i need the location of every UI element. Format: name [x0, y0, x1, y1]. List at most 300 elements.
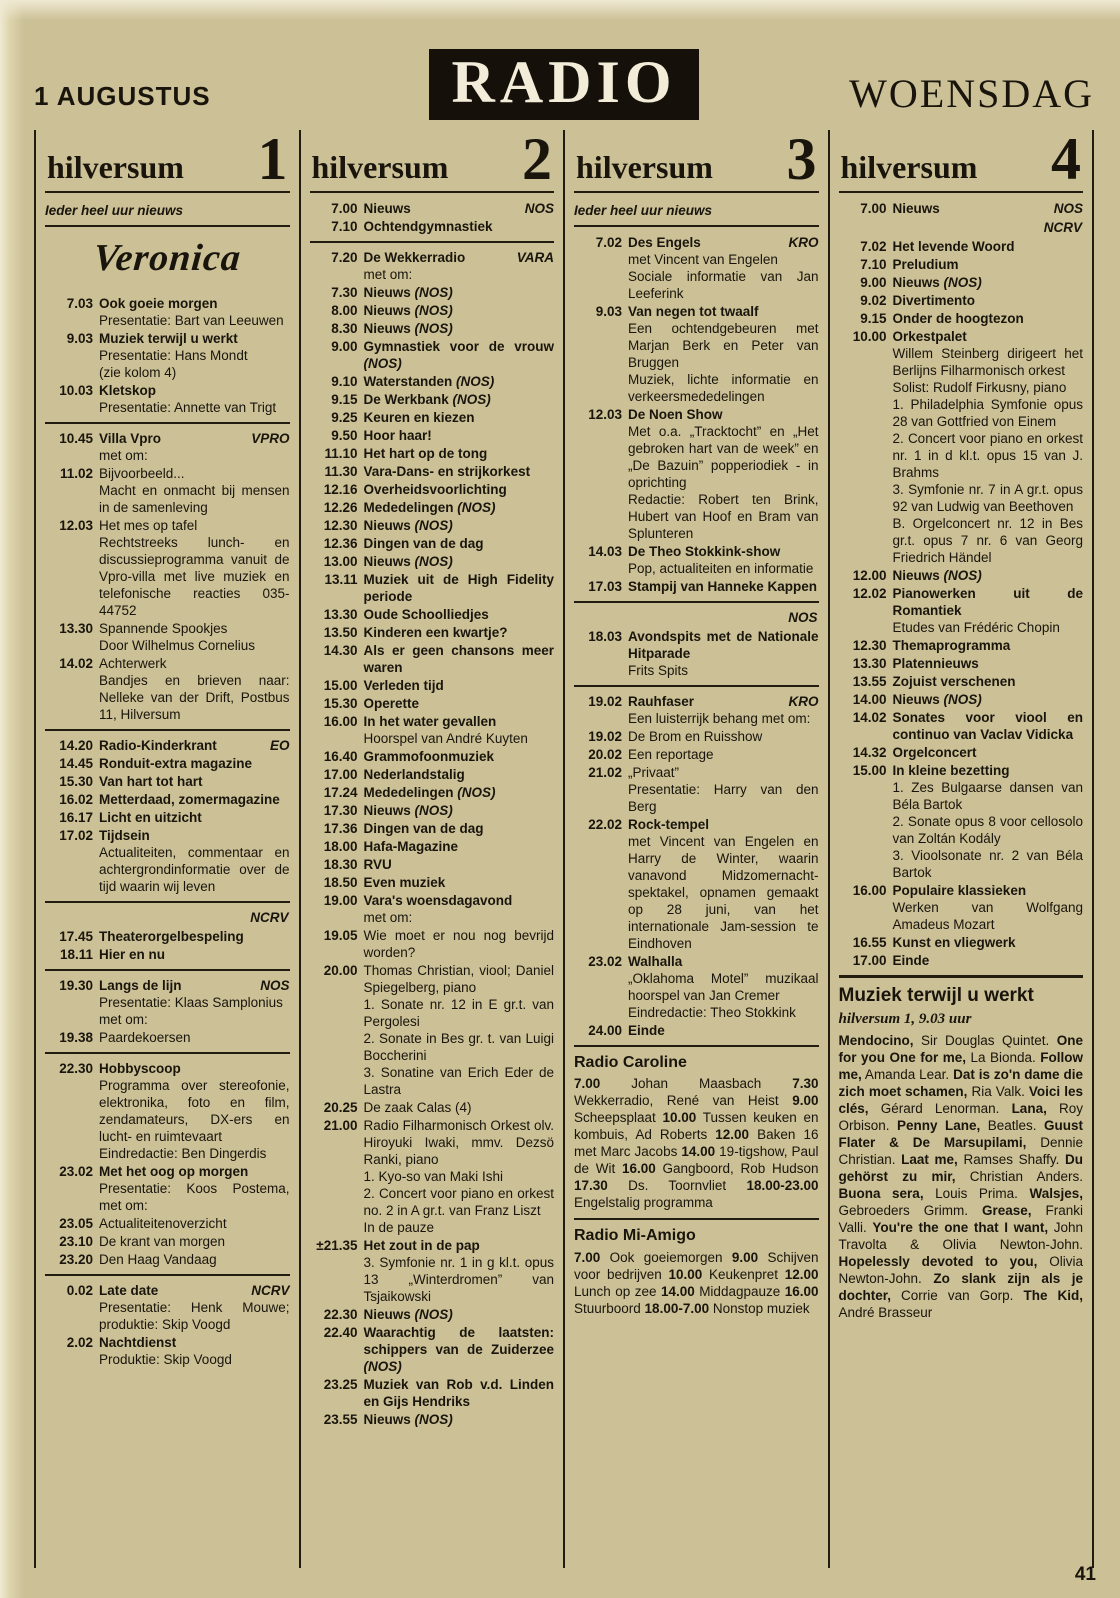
entry-title: Bijvoorbeeld... [99, 466, 185, 482]
entry-body [628, 578, 819, 595]
entry-time: 22.30 [59, 1061, 93, 1077]
entry-title-line [893, 637, 1084, 654]
program-entry [45, 755, 290, 772]
bold-run: Dat is zo'n dame die zich moet schamen, [838, 1067, 1083, 1100]
entry-title: RVU [363, 857, 392, 873]
section-divider [45, 969, 290, 971]
entry-body [893, 882, 1084, 933]
entry-time: 15.30 [323, 696, 358, 712]
entry-time: 23.25 [323, 1377, 358, 1393]
program-columns [34, 130, 1094, 1568]
entry-time: 16.00 [852, 883, 887, 899]
entry-detail: 1. Philadelphia Symfonie opus 28 van Gottfried von Einem [892, 397, 1083, 430]
bold-run: The Kid, [1023, 1288, 1084, 1304]
entry-detail: 2. Concert voor piano en orkest no. 2 in A gr.t. van Franz Liszt [363, 1186, 554, 1219]
entry-time: 21.02 [588, 765, 622, 781]
entry-title: Theaterorgelbespeling [99, 929, 244, 945]
entry-detail: Redactie: Robert ten Brink, Hubert van Hoof en Bram van Splunteren [628, 492, 819, 542]
entry-network-tag: NOS [1053, 201, 1083, 217]
entry-title-line [628, 543, 819, 560]
program-entry [310, 856, 555, 873]
entry-title-suffix: (NOS) [452, 374, 495, 390]
text-run: Ria Valk. [967, 1084, 1029, 1100]
entry-title: Licht en uitzicht [99, 810, 202, 826]
program-entry [839, 292, 1084, 309]
bold-run: You're the one that I want, [872, 1220, 1049, 1236]
entry-detail: 1. Kyo-so van Maki Ishi [363, 1169, 504, 1185]
program-entry [310, 1117, 555, 1236]
entry-title-suffix: (NOS) [410, 303, 453, 319]
entry-title-suffix: (NOS) [410, 554, 453, 570]
program-entry [574, 746, 819, 763]
text-run: Nonstop muziek [709, 1300, 810, 1316]
section-divider [574, 1218, 819, 1220]
program-entry [45, 1215, 290, 1232]
entry-title-line [364, 200, 555, 217]
entry-detail: 2. Sonate in Bes gr. t. van Luigi Boccherini [363, 1031, 554, 1064]
entry-title: Verleden tijd [363, 678, 444, 694]
entry-time: 23.20 [59, 1252, 93, 1268]
entry-title: Muziek uit de High Fidelity periode [363, 572, 554, 605]
program-entry [839, 691, 1084, 708]
entry-body [99, 330, 290, 381]
entry-time: 9.25 [331, 410, 358, 426]
entry-title-line [99, 655, 290, 672]
entry-time: 9.50 [331, 428, 358, 444]
bold-run: Guust Flater & De Marsupilami, [838, 1118, 1083, 1151]
entry-detail: met om: [363, 910, 413, 926]
program-entry [45, 827, 290, 895]
entry-title: Divertimento [892, 293, 976, 309]
entry-title: „Privaat” [628, 765, 680, 781]
entry-title: Hafa-Magazine [363, 839, 459, 855]
entry-time: 17.45 [59, 929, 93, 945]
entry-title-line [364, 499, 555, 516]
section-divider [45, 1052, 290, 1054]
entry-time: 7.02 [860, 239, 887, 255]
entry-title-line [364, 409, 555, 426]
entry-time: 9.03 [595, 304, 622, 320]
entry-time: 18.03 [588, 629, 622, 645]
entry-time: 10.03 [59, 383, 93, 399]
entry-title-line [364, 606, 555, 623]
text-run: Lunch op zee [574, 1283, 661, 1299]
program-entry [310, 892, 555, 926]
entry-detail: Produktie: Skip Voogd [99, 1352, 232, 1368]
text-run: Gebroeders Grimm. [838, 1203, 982, 1219]
section-subheading: hilversum 1, 9.03 uur [838, 1011, 972, 1028]
text-run: Olivia Newton-John. [838, 1254, 1083, 1287]
entry-title: Hier en nu [99, 947, 166, 963]
entry-title: Paardekoersen [99, 1030, 191, 1046]
entry-time: 16.17 [59, 810, 93, 826]
entry-time: 11.10 [324, 446, 358, 462]
entry-title: In kleine bezetting [892, 763, 1010, 779]
program-entry [45, 382, 290, 416]
program-entry [574, 303, 819, 405]
entry-time: 15.00 [323, 678, 358, 694]
entry-title-suffix: (NOS) [939, 568, 982, 584]
page-edge-left [0, 0, 24, 1598]
entry-title-line [364, 642, 555, 676]
entry-body [364, 218, 555, 235]
entry-title: Muziek terwijl u werkt [99, 331, 238, 347]
text-run: Wekkerradio, René van Heist [574, 1093, 793, 1109]
program-entry [310, 1411, 555, 1428]
entry-title: Themaprogramma [892, 638, 1011, 654]
entry-title: Het hart op de tong [363, 446, 488, 462]
bold-run: 9.00 [792, 1093, 819, 1109]
entry-time: 14.30 [323, 643, 358, 659]
entry-body [364, 962, 555, 1098]
entry-time: 0.02 [66, 1283, 93, 1299]
section-divider [310, 241, 555, 243]
program-entry [310, 802, 555, 819]
entry-body [99, 382, 290, 416]
entry-title: Hoor haar! [363, 428, 432, 444]
entry-detail: Door Wilhelmus Cornelius [99, 638, 256, 654]
entry-title: Even muziek [363, 875, 446, 891]
program-entry [310, 427, 555, 444]
entry-body [99, 620, 290, 654]
entry-body [364, 463, 555, 480]
entry-body [99, 430, 290, 464]
entry-body [893, 310, 1084, 327]
bold-run: Grease, [981, 1203, 1032, 1219]
entry-title-suffix: (NOS) [939, 692, 982, 708]
entry-title-line [628, 234, 819, 251]
program-entry [310, 1376, 555, 1410]
page-number: 41 [1074, 1564, 1096, 1585]
entry-title-line [893, 762, 1084, 779]
program-entry [574, 693, 819, 727]
entry-title-line [364, 463, 555, 480]
entry-body [628, 303, 819, 405]
text-run: John Travolta & Olivia Newton-John. [838, 1220, 1083, 1253]
entry-title-line [893, 934, 1084, 951]
entry-time: 19.00 [323, 893, 358, 909]
entry-body [364, 874, 555, 891]
entry-detail: Presentatie: Koos Postema, met om: [99, 1181, 290, 1214]
entry-title: Kinderen een kwartje? [363, 625, 508, 641]
entry-title-line [893, 744, 1084, 761]
entry-time: 23.55 [323, 1412, 358, 1428]
program-entry [45, 330, 290, 381]
entry-body [364, 427, 555, 444]
entry-title: Vara's woensdagavond [363, 893, 513, 909]
entry-title-line [99, 773, 290, 790]
entry-body [99, 946, 290, 963]
bold-run: 10.00 [662, 1110, 697, 1126]
program-entry [45, 928, 290, 945]
entry-title: Onder de hoogtezon [892, 311, 1024, 327]
entry-title: Einde [892, 953, 930, 969]
program-entry [45, 1282, 290, 1333]
text-run: Schijven voor bedrijven [574, 1249, 819, 1282]
hourly-news-note: Ieder heel uur nieuws [45, 200, 290, 227]
entry-body [893, 952, 1084, 969]
entry-network-tag: VARA [516, 250, 554, 266]
entry-title: Als er geen chansons meer waren [363, 643, 554, 676]
entry-detail: Presentatie: Klaas Samplonius [99, 995, 283, 1011]
entry-title-line [628, 406, 819, 423]
entry-time: 16.00 [323, 714, 358, 730]
entry-title: De Theo Stokkink-show [628, 544, 781, 560]
text-run: Dennie Christian. [838, 1135, 1083, 1168]
column-number: 4 [1051, 130, 1081, 192]
program-entry [45, 791, 290, 808]
entry-time: 9.10 [331, 374, 358, 390]
text-run: Stuurboord [574, 1300, 645, 1316]
entry-title-suffix: (NOS) [410, 321, 453, 337]
entry-time: 19.05 [323, 928, 358, 944]
entry-title: Actualiteitenoverzicht [99, 1216, 227, 1232]
entry-title-line [99, 791, 290, 808]
entry-title-line [364, 218, 555, 235]
entry-title-line [99, 928, 290, 945]
text-run: Gérard Lenorman. [868, 1101, 1012, 1117]
entry-title-line [99, 382, 290, 399]
entry-network-tag: NOS [524, 201, 554, 217]
bold-run: Voici les clés, [838, 1084, 1083, 1117]
entry-title: De Wekkerradio [363, 250, 466, 266]
section-divider [574, 1045, 819, 1047]
entry-title: Nieuws [363, 321, 411, 337]
column-number: 1 [257, 130, 288, 192]
entry-detail: Met o.a. „Tracktocht” en „Het gebroken hart van de week” en „De Bazuin” popperiodiek - in oprichting [628, 424, 819, 491]
program-entry [310, 373, 555, 390]
column-header [45, 130, 290, 193]
entry-title-line [893, 655, 1084, 672]
program-entry [310, 463, 555, 480]
program-entry [839, 585, 1084, 636]
entry-title-line [99, 946, 290, 963]
program-entry [310, 695, 555, 712]
entry-time: 7.00 [860, 201, 887, 217]
entry-title-line [628, 764, 819, 781]
entry-title: Het levende Woord [892, 239, 1015, 255]
entry-title: Sonates voor viool en continuo van Vaclav Vidicka [892, 710, 1083, 743]
entry-title-line [628, 303, 819, 320]
entry-title-line [364, 856, 555, 873]
entry-title-line [364, 553, 555, 570]
entry-title-line [99, 295, 290, 312]
entry-title-line [364, 284, 555, 301]
entry-body [364, 249, 555, 283]
entry-title: Met het oog op morgen [99, 1164, 249, 1180]
entry-title: Overheidsvoorlichting [363, 482, 507, 498]
program-entry [310, 284, 555, 301]
entry-title: Preludium [892, 257, 959, 273]
entry-detail: Pop, actualiteiten en informatie [628, 561, 814, 577]
entry-title-line [364, 427, 555, 444]
entry-title: Van hart tot hart [99, 774, 203, 790]
entry-title: Hobbyscoop [99, 1061, 181, 1077]
entry-title-line [893, 274, 1084, 291]
entry-title-line [99, 1233, 290, 1250]
page-day: WOENSDAG [849, 71, 1094, 116]
entry-title-suffix: (NOS) [410, 1307, 453, 1323]
entry-body [364, 1099, 555, 1116]
entry-time: 13.30 [59, 621, 93, 637]
entry-body [893, 200, 1084, 217]
program-paragraph [574, 1249, 819, 1317]
program-entry [574, 764, 819, 815]
column-header [839, 130, 1084, 193]
bold-run: 9.00 [731, 1249, 759, 1265]
entry-body [364, 571, 555, 605]
entry-title-line [364, 445, 555, 462]
entry-time: 17.03 [588, 579, 622, 595]
entry-time: 12.26 [323, 500, 358, 516]
entry-network-tag: KRO [788, 235, 819, 251]
entry-time: 23.02 [59, 1164, 93, 1180]
entry-title-line [893, 567, 1084, 584]
entry-time: 12.30 [323, 518, 358, 534]
program-entry [45, 809, 290, 826]
entry-body [628, 764, 819, 815]
program-entry [310, 820, 555, 837]
entry-body [364, 892, 555, 926]
bold-run: Follow me, [838, 1050, 1083, 1083]
program-entry [310, 1324, 555, 1375]
entry-title-suffix: (NOS) [448, 392, 491, 408]
entry-body [364, 481, 555, 498]
entry-title: Radio Filharmonisch Orkest olv. Hiroyuki Iwaki, mmv. Dezsö Ranki, piano [363, 1118, 554, 1168]
entry-time: 9.15 [331, 392, 358, 408]
entry-detail: Eindredactie: Theo Stokkink [628, 1005, 796, 1021]
entry-title-line [893, 585, 1084, 619]
program-entry [45, 1060, 290, 1162]
entry-title: Den Haag Vandaag [99, 1252, 217, 1268]
entry-title: Achterwerk [99, 656, 167, 672]
program-entry [839, 274, 1084, 291]
entry-title-suffix: (NOS) [410, 803, 453, 819]
column-title: hilversum [840, 149, 978, 185]
entry-body [628, 953, 819, 1021]
program-entry [310, 302, 555, 319]
entry-body [364, 1324, 555, 1375]
entry-title: Operette [363, 696, 420, 712]
masthead [34, 44, 1094, 120]
entry-title: Vara-Dans- en strijkorkest [363, 464, 531, 480]
entry-body [364, 713, 555, 747]
entry-title-line [628, 953, 819, 970]
entry-detail: Willem Steinberg dirigeert het Berlijns Filharmonisch orkest [892, 346, 1083, 379]
program-entry [574, 1022, 819, 1039]
entry-title: Orgelconcert [892, 745, 977, 761]
program-entry [574, 578, 819, 595]
entry-detail: Presentatie: Harry van den Berg [628, 782, 819, 815]
entry-title: Dingen van de dag [363, 536, 484, 552]
entry-body [99, 827, 290, 895]
entry-time: 9.03 [66, 331, 93, 347]
entry-title: Dingen van de dag [363, 821, 484, 837]
entry-detail: Een ochtendgebeuren met Marjan Berk en Peter van Bruggen [628, 321, 819, 371]
entry-time: 18.30 [323, 857, 358, 873]
entry-title: Nieuws [363, 554, 411, 570]
entry-time: 13.30 [852, 656, 887, 672]
entry-title-line [364, 962, 555, 996]
entry-title-line [364, 784, 555, 801]
entry-time: 16.55 [852, 935, 887, 951]
bold-run: 17.30 [574, 1178, 608, 1194]
entry-time: 11.30 [324, 464, 358, 480]
program-entry [45, 517, 290, 619]
program-entry [45, 620, 290, 654]
entry-detail: Eindredactie: Ben Dingerdis [99, 1146, 267, 1162]
entry-body [364, 748, 555, 765]
entry-body [364, 784, 555, 801]
entry-time: 12.03 [59, 518, 93, 534]
bold-run: Lana, [1011, 1101, 1047, 1117]
entry-title-line [364, 320, 555, 337]
entry-title: Thomas Christian, viool; Daniel Spiegelberg, piano [363, 963, 554, 996]
entry-title-line [364, 713, 555, 730]
entry-time: 22.30 [323, 1307, 358, 1323]
entry-time: 18.00 [323, 839, 358, 855]
entry-title: Late date [99, 1283, 159, 1299]
entry-title-line [99, 755, 290, 772]
entry-time: 7.10 [331, 219, 358, 235]
entry-body [364, 802, 555, 819]
entry-body [364, 302, 555, 319]
entry-body [628, 728, 819, 745]
entry-detail: Programma over stereofonie, elektronika, foto en film, zendamateurs, DX-ers en lucht- en ruimtevaart [99, 1078, 290, 1145]
hourly-news-note: Ieder heel uur nieuws [574, 200, 819, 227]
text-run: Baken 16 met Marc Jacobs [574, 1127, 819, 1160]
program-entry [839, 952, 1084, 969]
bold-run: 7.00 [574, 1249, 601, 1265]
bold-run: Walsjes, [1029, 1186, 1084, 1202]
entry-body [364, 820, 555, 837]
entry-title-suffix: (NOS) [410, 1412, 453, 1428]
text-run: 19-tigshow, Paul de Wit [574, 1144, 819, 1177]
entry-time: ±21.35 [316, 1238, 358, 1254]
entry-title: Pianowerken uit de Romantiek [892, 586, 1083, 619]
program-entry [45, 1029, 290, 1046]
entry-time: 21.00 [323, 1118, 358, 1134]
program-entry [310, 249, 555, 283]
entry-title-suffix: (NOS) [939, 275, 982, 291]
entry-time: 17.30 [323, 803, 358, 819]
entry-detail: (zie kolom 4) [99, 365, 177, 381]
entry-title: Mededelingen [363, 785, 454, 801]
program-entry [839, 256, 1084, 273]
entry-body [893, 292, 1084, 309]
entry-detail: met om: [363, 267, 413, 283]
entry-title-suffix: (NOS) [453, 500, 496, 516]
entry-time: 7.03 [66, 296, 93, 312]
entry-body [364, 927, 555, 961]
bold-run: Hopelessly devoted to you, [838, 1254, 1038, 1270]
entry-time: 14.20 [59, 738, 93, 754]
entry-body [364, 391, 555, 408]
program-entry [310, 320, 555, 337]
entry-body [364, 1411, 555, 1428]
entry-detail: Een luisterrijk behang met om: [628, 711, 811, 727]
entry-time: 13.11 [324, 572, 358, 588]
entry-title: Nieuws [363, 303, 411, 319]
entry-title-line [364, 391, 555, 408]
entry-body [364, 766, 555, 783]
entry-title-line [99, 1215, 290, 1232]
entry-time: 13.30 [323, 607, 358, 623]
entry-body [628, 406, 819, 542]
entry-title: Metterdaad, zomermagazine [99, 792, 280, 808]
program-entry [839, 709, 1084, 743]
entry-time: 22.02 [588, 817, 622, 833]
